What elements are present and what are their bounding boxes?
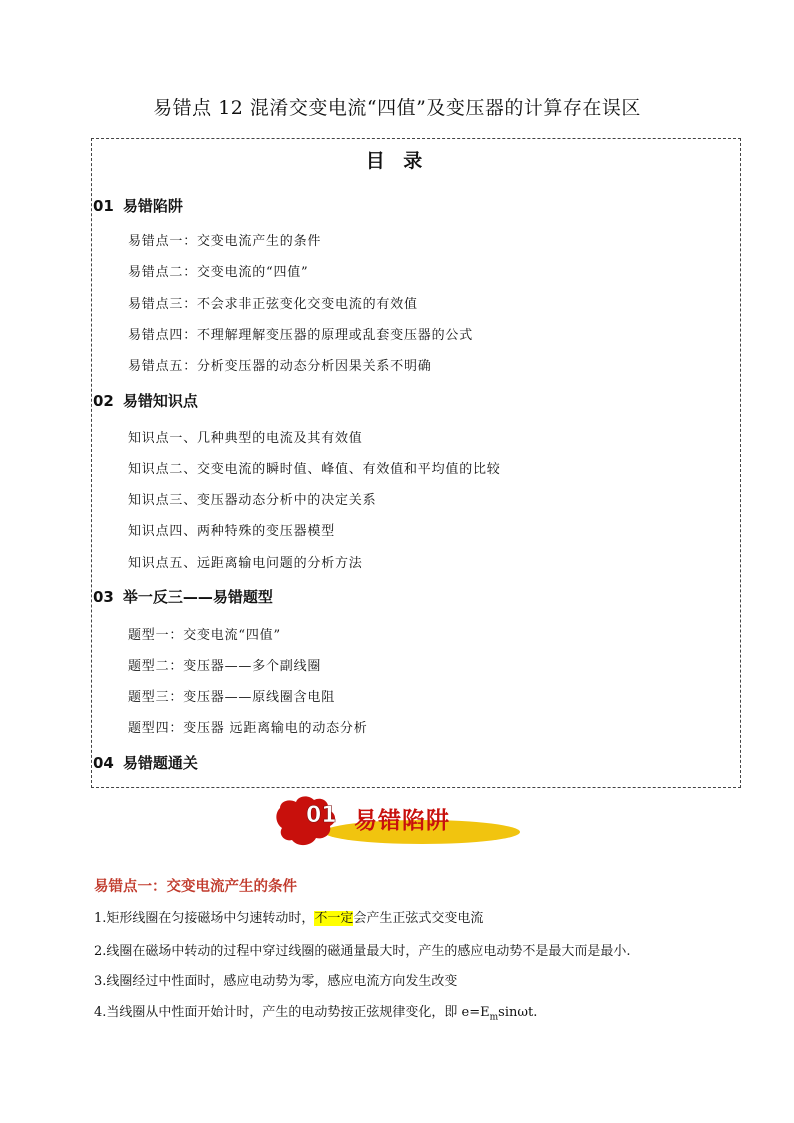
error-point-heading: 易错点一：交变电流产生的条件 — [94, 879, 297, 895]
paragraph-2: 2.线圈在磁场中转动的过程中穿过线圈的磁通量最大时，产生的感应电动势不是最大而是最小. — [94, 944, 631, 959]
toc-section-01[interactable] — [93, 195, 183, 216]
toc-item[interactable]: 知识点三、变压器动态分析中的决定关系 — [128, 493, 377, 508]
paragraph-text: 4.当线圈从中性面开始计时，产生的电动势按正弦规律变化，即 e=E — [94, 1005, 490, 1020]
toc-section-number: 03 — [93, 588, 114, 606]
section-banner — [272, 794, 522, 852]
toc-section-number: 01 — [93, 197, 114, 215]
paragraph-text: 会产生正弦式交变电流 — [353, 911, 484, 926]
toc-section-label: 易错知识点 — [122, 392, 198, 410]
highlighted-text: 不一定 — [314, 911, 354, 926]
toc-item[interactable]: 易错点二：交变电流的“四值” — [128, 265, 309, 280]
toc-item[interactable]: 题型四：变压器 远距离输电的动态分析 — [128, 721, 368, 736]
toc-item[interactable]: 知识点二、交变电流的瞬时值、峰值、有效值和平均值的比较 — [128, 462, 501, 477]
paragraph-4 — [94, 1001, 537, 1023]
document-title: 易错点 12 混淆交变电流“四值”及变压器的计算存在误区 — [153, 97, 641, 119]
toc-heading: 目 录 — [365, 150, 429, 172]
banner-number: 01 — [306, 803, 337, 828]
banner-title: 易错陷阱 — [354, 808, 450, 834]
toc-item[interactable]: 知识点五、远距离输电问题的分析方法 — [128, 556, 363, 571]
subscript: m — [489, 1012, 499, 1023]
toc-item[interactable]: 易错点三：不会求非正弦变化交变电流的有效值 — [128, 297, 418, 312]
paragraph-text: sinωt. — [498, 1005, 538, 1020]
paragraph-1 — [94, 907, 483, 926]
toc-section-label: 易错题通关 — [122, 754, 198, 772]
toc-item[interactable]: 知识点四、两种特殊的变压器模型 — [128, 524, 336, 539]
toc-section-04[interactable] — [93, 752, 198, 773]
toc-item[interactable]: 易错点一：交变电流产生的条件 — [128, 234, 322, 249]
toc-item[interactable]: 题型三：变压器——原线圈含电阻 — [128, 690, 336, 705]
toc-section-label: 易错陷阱 — [122, 197, 183, 215]
toc-section-number: 02 — [93, 392, 114, 410]
toc-section-number: 04 — [93, 754, 114, 772]
toc-section-03[interactable] — [93, 586, 273, 607]
paragraph-text: 1.矩形线圈在匀接磁场中匀速转动时， — [94, 911, 315, 926]
toc-item[interactable]: 题型二：变压器——多个副线圈 — [128, 659, 322, 674]
toc-item[interactable]: 易错点五：分析变压器的动态分析因果关系不明确 — [128, 359, 432, 374]
toc-item[interactable]: 易错点四：不理解理解变压器的原理或乱套变压器的公式 — [128, 328, 474, 343]
toc-item[interactable]: 题型一：交变电流“四值” — [128, 628, 281, 643]
paragraph-3: 3.线圈经过中性面时，感应电动势为零，感应电流方向发生改变 — [94, 974, 458, 989]
toc-section-02[interactable] — [93, 390, 198, 411]
toc-item[interactable]: 知识点一、几种典型的电流及其有效值 — [128, 431, 363, 446]
toc-section-label: 举一反三——易错题型 — [122, 588, 273, 606]
